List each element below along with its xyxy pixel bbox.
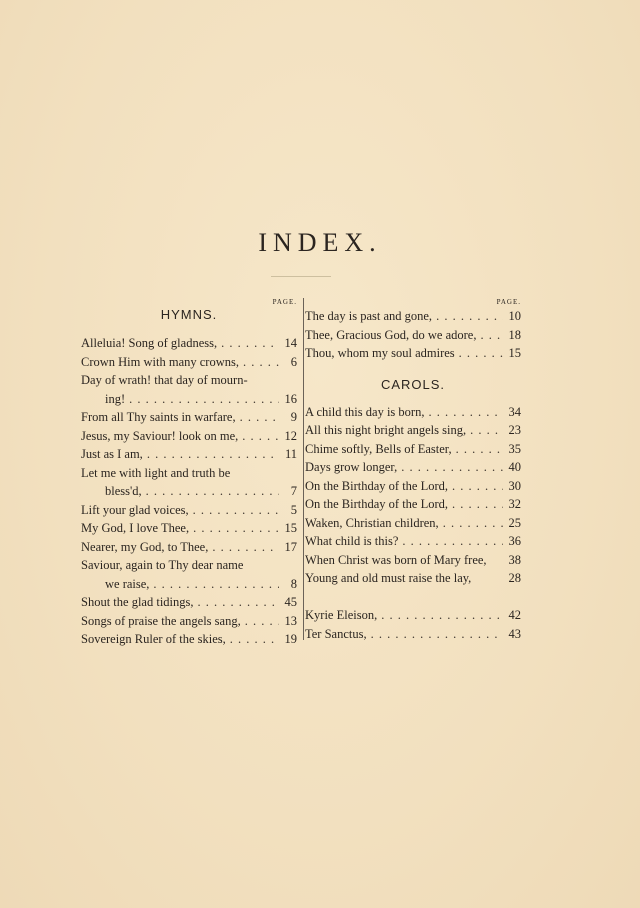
entry-title: ing! <box>105 391 126 406</box>
index-column-left <box>81 298 297 649</box>
index-entry[interactable] <box>305 625 521 644</box>
leader-dots <box>432 307 503 326</box>
entry-page: 15 <box>284 521 297 535</box>
index-entry[interactable] <box>81 612 297 631</box>
entry-page: 15 <box>508 346 521 360</box>
leader-dots <box>241 612 279 631</box>
entry-page: 5 <box>290 502 297 517</box>
entry-page: 43 <box>508 626 521 641</box>
entry-title: On the Birthday of the Lord, <box>305 497 449 511</box>
index-entry[interactable] <box>305 344 521 363</box>
entry-title: From all Thy saints in warfare, <box>81 410 236 424</box>
entry-page: 42 <box>508 608 521 622</box>
index-entry[interactable] <box>81 593 297 612</box>
entry-page: 36 <box>508 534 521 548</box>
entry-title: A child this day is born, <box>305 404 425 419</box>
index-entry[interactable] <box>81 464 297 483</box>
leader-dots <box>189 519 279 538</box>
entry-title: What child is this? <box>305 534 399 548</box>
entry-title: All this night bright angels sing, <box>305 423 467 437</box>
entry-title: My God, I love Thee, <box>81 521 190 535</box>
index-entry[interactable] <box>305 606 521 625</box>
index-entry-continuation[interactable] <box>81 482 297 501</box>
leader-dots <box>377 606 503 625</box>
leader-dots <box>208 538 279 557</box>
entry-page: 28 <box>508 571 521 585</box>
index-entry[interactable] <box>305 514 521 533</box>
page-title: INDEX. <box>258 228 382 257</box>
entry-title: Ter Sanctus, <box>305 626 367 641</box>
entry-page: 45 <box>284 595 297 609</box>
entry-title: Waken, Christian children, <box>305 515 439 530</box>
entry-page: 9 <box>290 410 297 424</box>
entry-title: Songs of praise the angels sang, <box>81 613 241 628</box>
entry-page: 14 <box>284 336 297 350</box>
leader-dots <box>125 390 279 409</box>
entry-title: Nearer, my God, to Thee, <box>81 539 209 554</box>
leader-dots <box>236 408 279 427</box>
entry-title: Chime softly, Bells of Easter, <box>305 441 452 456</box>
leader-dots <box>226 630 279 649</box>
entry-page: 12 <box>284 428 297 443</box>
index-entry[interactable] <box>81 519 297 538</box>
entry-page: 11 <box>284 447 297 461</box>
page-column-header: PAGE. <box>272 298 297 306</box>
index-entry-continuation[interactable] <box>81 390 297 409</box>
entry-page: 6 <box>290 354 297 369</box>
entry-page: 8 <box>290 576 297 591</box>
index-entry[interactable] <box>81 538 297 557</box>
entry-page: 16 <box>284 391 297 406</box>
entry-page: 13 <box>284 613 297 628</box>
section-title-carols: CAROLS. <box>380 376 446 392</box>
leader-dots <box>189 501 279 520</box>
entry-title: The day is past and gone, <box>305 309 433 323</box>
entry-page: 17 <box>284 539 297 554</box>
leader-dots <box>142 482 279 501</box>
page-column-header: PAGE. <box>496 298 521 306</box>
leader-dots <box>439 514 503 533</box>
entry-title: Let me with light and truth be <box>81 465 231 480</box>
leader-dots <box>217 334 279 353</box>
entry-page: 32 <box>508 497 521 511</box>
entry-title: On the Birthday of the Lord, <box>305 478 449 493</box>
entry-page: 23 <box>508 423 521 437</box>
entry-title: Just as I am, <box>81 447 143 461</box>
leader-dots <box>143 445 279 464</box>
entry-page: 38 <box>508 552 521 567</box>
index-entry[interactable] <box>305 532 521 551</box>
entry-page: 7 <box>290 484 297 498</box>
leader-dots <box>424 403 503 422</box>
entry-title: When Christ was born of Mary free, <box>305 552 487 567</box>
index-entry[interactable] <box>81 445 297 464</box>
entry-title: Saviour, again to Thy dear name <box>81 558 244 572</box>
entry-title: Crown Him with many crowns, <box>81 354 239 369</box>
entry-title: Young and old must raise the lay, <box>305 571 472 585</box>
leader-dots <box>239 353 279 372</box>
index-entry[interactable] <box>305 569 521 588</box>
index-entry[interactable] <box>305 307 521 326</box>
entry-title: Thou, whom my soul admires <box>305 346 455 360</box>
entry-title: Sovereign Ruler of the skies, <box>81 632 226 646</box>
leader-dots <box>455 344 503 363</box>
index-entry[interactable] <box>81 353 297 372</box>
index-entry-continuation[interactable] <box>81 575 297 594</box>
entry-page: 35 <box>508 441 521 456</box>
leader-dots <box>194 593 280 612</box>
entry-title: Lift your glad voices, <box>81 502 189 517</box>
entry-page: 19 <box>284 632 297 646</box>
entry-page: 18 <box>508 327 521 342</box>
leader-dots <box>367 625 503 644</box>
index-entry[interactable] <box>305 326 521 345</box>
entry-page: 30 <box>508 478 521 493</box>
section-title-hymns: HYMNS. <box>160 307 218 322</box>
leader-dots <box>238 427 279 446</box>
index-entry[interactable] <box>305 477 521 496</box>
entry-title: Kyrie Eleison, <box>305 608 378 622</box>
entry-title: Shout the glad tidings, <box>81 595 194 609</box>
leader-dots <box>398 532 503 551</box>
index-entry[interactable] <box>305 421 521 440</box>
leader-dots <box>149 575 279 594</box>
entry-page: 25 <box>508 515 521 530</box>
entry-page: 34 <box>508 404 521 419</box>
entry-title: Alleluia! Song of gladness, <box>81 336 218 350</box>
entry-title: Days grow longer, <box>305 460 398 474</box>
index-entry[interactable] <box>81 556 297 575</box>
index-entry[interactable] <box>81 408 297 427</box>
index-entry[interactable] <box>305 403 521 422</box>
leader-dots <box>452 440 503 459</box>
index-entry[interactable] <box>81 427 297 446</box>
entry-title: we raise, <box>105 576 150 591</box>
title-rule <box>271 276 331 277</box>
entry-title: bless'd, <box>105 484 142 498</box>
index-entry[interactable] <box>81 630 297 649</box>
index-entry[interactable] <box>305 551 521 570</box>
leader-dots <box>476 326 503 345</box>
index-column-right <box>305 298 521 643</box>
entry-page: 40 <box>508 460 521 474</box>
entry-title: Thee, Gracious God, do we adore, <box>305 327 477 342</box>
leader-dots <box>448 495 503 514</box>
index-entry[interactable] <box>81 371 297 390</box>
leader-dots <box>397 458 503 477</box>
index-entry[interactable] <box>81 501 297 520</box>
column-divider <box>303 298 304 640</box>
entry-title: Jesus, my Saviour! look on me, <box>81 428 239 443</box>
entry-page: 10 <box>508 309 521 323</box>
index-entry[interactable] <box>81 334 297 353</box>
leader-dots <box>448 477 503 496</box>
leader-dots <box>466 421 503 440</box>
index-entry[interactable] <box>305 458 521 477</box>
index-entry[interactable] <box>305 495 521 514</box>
entry-title: Day of wrath! that day of mourn- <box>81 373 248 387</box>
index-entry[interactable] <box>305 440 521 459</box>
